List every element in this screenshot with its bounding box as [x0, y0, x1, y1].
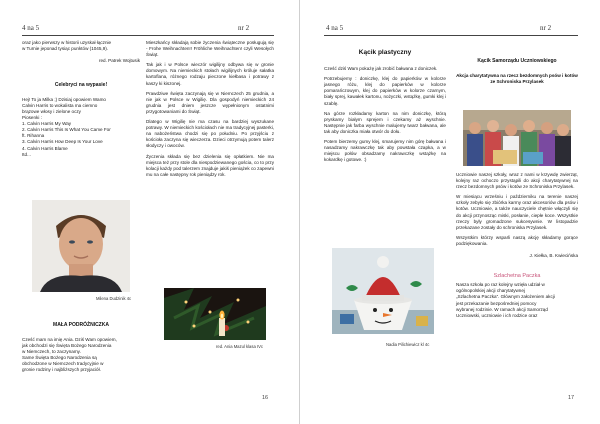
- charity-paragraph: Wszystkim którzy wsparli naszą akcję składamy gorące podziękowania.: [456, 234, 578, 246]
- charity-signature: J. Kiełka, B. Kwiecińska: [529, 253, 578, 259]
- paczka-line: jest przekazanie bezpośredniej pomocy: [456, 300, 537, 306]
- paczka-line: „Szlachetna Paczka”. Głównym założeniem akcji: [456, 294, 555, 300]
- celeb-line: Calvin Harris to wokalista ma ciemno: [22, 102, 98, 108]
- charity-subtitle: Akcja charytatywna na rzecz bezdomnych psów i kotów ze Schroniska Przylasek: [456, 72, 578, 84]
- christmas-paragraph: Dlatego w Wigilię nie ma czasu na bardziej wyszukane potrawy. W niemieckich kościołach nie ma tradycyjnej pasterki, na nabożeństwa chodzi się po południu. Po przyjściu z kościoła zaczyna się wieczerza. Dzieci otrzymują potem talerz słodyczy i owoców.: [146, 119, 274, 149]
- christmas-paragraph: Prawdziwe święta zaczynają się w Niemczech 25 grudnia, a nie jak w Polsce w Wigilię. Dla gospodyń niemieckich 24 grudnia jest dniem jeszcze wypełnionym ostatnimi przygotowaniami do Świąt.: [146, 90, 274, 114]
- celeb-line: 3. Calvin Harris How Deep Is Your Love: [22, 139, 103, 145]
- paczka-line: ogólnopolskiej akcji charytatywnej: [456, 288, 525, 294]
- celeb-line: brązowe włosy i zielone oczy: [22, 108, 81, 114]
- snowman-pot-photo: [332, 248, 434, 334]
- left-header-rule: [22, 35, 274, 36]
- charity-paragraph: Uczniowie naszej szkoły, wraz z nami w krzywdę zwierząt, kolejny raz ochoczo przystąpili do akcji charytatywnej na rzecz bezdomnych psów i kotów ze Schroniska Przylasek.: [456, 172, 578, 190]
- left-col1-bottom: [22, 322, 140, 373]
- left-header-title: 4 na 5: [22, 24, 40, 32]
- christmas-photo-caption: red. Ania Mazul klasa IVc: [216, 344, 264, 349]
- travel-line: Same Święta Bożego Narodzenia są: [22, 354, 97, 360]
- student-council-title: Kącik Samorządu Uczniowskiego: [477, 58, 557, 64]
- intro-line: oraz jako pierwszy w historii uzyskał łącznie: [22, 40, 112, 45]
- travel-title: MAŁA PODRÓŻNICZKA: [53, 322, 109, 328]
- szlachetna-paczka-title: Szlachetna Paczka: [493, 273, 541, 280]
- celeb-line: 2. Calvin Harris This Is What You Came For: [22, 127, 111, 133]
- right-header-title: 4 na 5: [326, 24, 344, 32]
- travel-line: obchodzone w Niemczech tradycyjnie w: [22, 360, 104, 366]
- christmas-paragraph: Mieszkańcy składają sobie życzenia świąteczne posługują się - Frohe Weihnachten!! Fröhliche Weihnachten! czyli Wesołych Świąt.: [146, 40, 274, 58]
- travel-line: gronie rodziny i najbliższych przyjaciół.: [22, 366, 101, 372]
- travel-line: jak obchodzi się Święta Bożego Narodzenia: [22, 342, 112, 348]
- celeb-line: Itd...: [22, 151, 31, 157]
- art-paragraph: Potrzebujemy : doniczkę, klej do papierków w kolorze jasnego różu, klej do papierków w kolorze pomarańczowym, klej do papierków w kolorze czarnym, biały sprej, kawałek kartonu, nożyczki, wstążkę, gumki klej i szablę.: [324, 76, 446, 106]
- christmas-candle-photo: [164, 288, 266, 340]
- christmas-paragraph: Życzenia składa się bez dzielenia się opłatkiem. Nie ma miejsca też przy stole dla niespodziewanego gościa, co to przy kolacji każdy pod talerzem znajduje jakiś pieniążek co zapewni mu na całe następny rok pieniądzy rok.: [146, 153, 274, 177]
- celeb-line: Hej! To ja Milka ;) Dzisiaj opowiem Wamo: [22, 96, 106, 102]
- left-col1: [22, 40, 140, 158]
- art-paragraph: Cześć dziś Wam pokażę jak zrobić bałwana z doniczek.: [324, 66, 438, 72]
- right-header-rule: [324, 35, 578, 36]
- travel-line: Cześć mam na imię Ania. Dziś Wam opowiem,: [22, 336, 117, 342]
- right-header-issue: nr 2: [540, 24, 552, 32]
- celeb-line: 1. Calvin Harris My Way: [22, 121, 72, 127]
- left-col2: [146, 40, 274, 182]
- right-col1: [324, 50, 446, 167]
- art-corner-title: Kącik plastyczny: [358, 49, 412, 56]
- paczka-line: wybranej rodzinie. W ramach akcji Samorząd: [456, 306, 548, 312]
- charity-group-photo: [463, 110, 571, 166]
- celebrities-title: Celebryci na wypasie!: [54, 82, 108, 89]
- celeb-line: ft. Rihanna: [22, 133, 45, 139]
- intro-author: red. Patrek Wojtusik: [98, 58, 140, 64]
- left-page-number: 16: [262, 395, 269, 401]
- right-col2-body: [456, 172, 578, 319]
- left-header-issue: nr 2: [238, 24, 250, 32]
- snowman-photo-caption: Nadia Pilichiewicz kl 4c: [386, 342, 430, 347]
- right-page-number: 17: [568, 395, 575, 401]
- celebrity-photo: [32, 200, 130, 292]
- travel-line: w Niemczech, to zaczynamy.: [22, 348, 81, 354]
- art-paragraph: Potem bierzemy gumy klej, smarujemy nim górę bałwana i nasadzamy nakrawczkę tak aby powstała czapka, a w miejscu połów obsadzamy nakrawczkę wstążkę na kokardkę i gotowe. :): [324, 139, 446, 163]
- paczka-line: Nasza szkoła po raz kolejny wzięła udział w: [456, 282, 545, 288]
- charity-paragraph: W miesiącu wrześniu i październiku na terenie naszej szkoły zebyło się zbiórka karmy oraz akcesoriów dla psów i kotów. Uczniowie, a także nauczyciele chętnie włączyli się do akcji przynosząc miski, posłanie, ciepłe koce. Wszystkie rzeczy były gromadzone sukcesywnie. W listopadzie przekazane zostały do schroniska Przylasek.: [456, 194, 578, 230]
- paczka-line: Uczniowski, uczniowie i ich rodzice oraz: [456, 312, 538, 318]
- celeb-line: Piosenki :: [22, 115, 42, 121]
- celeb-line: 4. Calvin Harris Blame: [22, 145, 68, 151]
- christmas-paragraph: Tak jak i w Polsce wieczór wigilijny odbywa się w gronie domowym. Na niemieckich stołach wigilijnych króluje sałatka kartoflana, różnego rodzaju pieczone kiełbasa i potrawy z kaszy ki kiszonej.: [146, 62, 274, 86]
- celebrity-photo-caption: Milena Dudzinik 4c: [96, 296, 132, 301]
- right-page: [300, 0, 600, 424]
- art-paragraph: Na górze rozkładamy karton na nim doniczkę, którą pryskamy białym sprejem i czekamy aż wyschnie. Następnie jak farba wyschnie malujemy twarz bałwana, ale tak aby doniczka miała otwór do dołu.: [324, 110, 446, 134]
- intro-line: w Turnie jeponad tysiąc punktów (1045,9).: [22, 46, 109, 52]
- right-col2: [456, 58, 578, 85]
